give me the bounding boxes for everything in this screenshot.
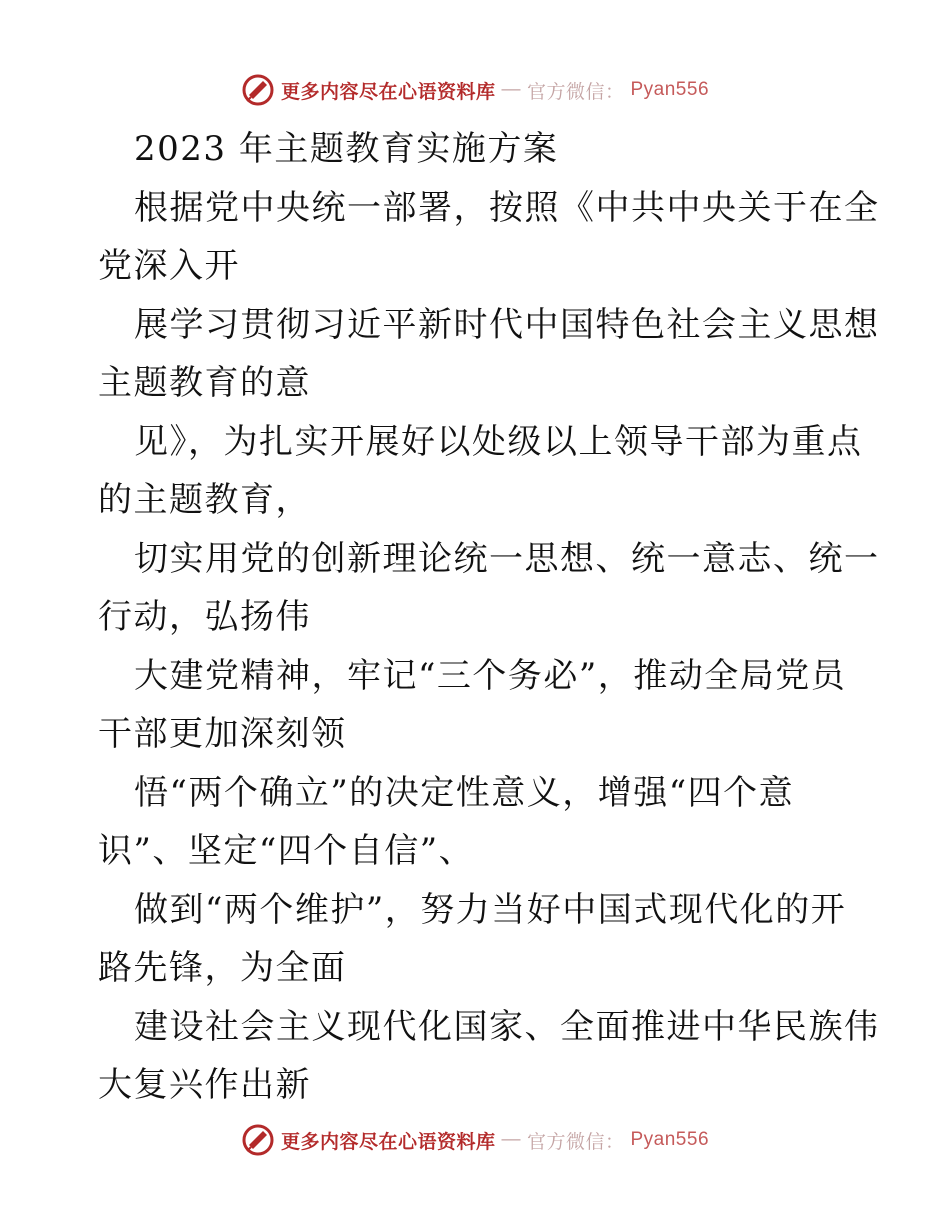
footer-watermark xyxy=(0,1120,950,1160)
text-line: 行动，弘扬伟 xyxy=(98,597,311,637)
document-body xyxy=(98,120,880,1115)
text-line: 大建党精神，牢记“三个务必”，推动全局党员 xyxy=(134,655,847,696)
document-title: 2023 年主题教育实施方案 xyxy=(134,129,559,169)
text-line: 切实用党的创新理论统一思想、统一意志、统一 xyxy=(134,538,880,579)
text-line: 的主题教育， xyxy=(98,480,311,520)
watermark-brand: 更多内容尽在心语资料库 xyxy=(280,81,496,103)
text-line: 悟“两个确立”的决定性意义，增强“四个意 xyxy=(134,772,795,813)
watermark-wechat-id: Pyan556 xyxy=(630,1129,710,1150)
brand-logo-icon xyxy=(241,1123,275,1157)
text-line: 识”、坚定“四个自信”、 xyxy=(98,831,475,871)
text-line: 主题教育的意 xyxy=(98,363,311,403)
watermark-brand: 更多内容尽在心语资料库 xyxy=(280,1131,496,1153)
text-line: 建设社会主义现代化国家、全面推进中华民族伟 xyxy=(134,1006,880,1047)
text-line: 干部更加深刻领 xyxy=(98,714,347,754)
text-line: 党深入开 xyxy=(98,246,240,286)
watermark-wechat-label: 官方微信： xyxy=(526,81,625,103)
watermark-dash: — xyxy=(501,79,521,100)
watermark-dash: — xyxy=(501,1129,521,1150)
text-line: 大复兴作出新 xyxy=(98,1065,311,1105)
watermark-wechat-id: Pyan556 xyxy=(630,79,710,100)
text-line: 做到“两个维护”，努力当好中国式现代化的开 xyxy=(134,889,847,930)
text-line: 路先锋，为全面 xyxy=(98,948,347,988)
text-line: 见》，为扎实开展好以处级以上领导干部为重点 xyxy=(134,421,863,462)
text-line: 展学习贯彻习近平新时代中国特色社会主义思想 xyxy=(134,304,880,345)
brand-logo-icon xyxy=(241,73,275,107)
header-watermark xyxy=(0,70,950,110)
text-line: 根据党中央统一部署，按照《中共中央关于在全 xyxy=(134,187,880,228)
watermark-wechat-label: 官方微信： xyxy=(526,1131,625,1153)
